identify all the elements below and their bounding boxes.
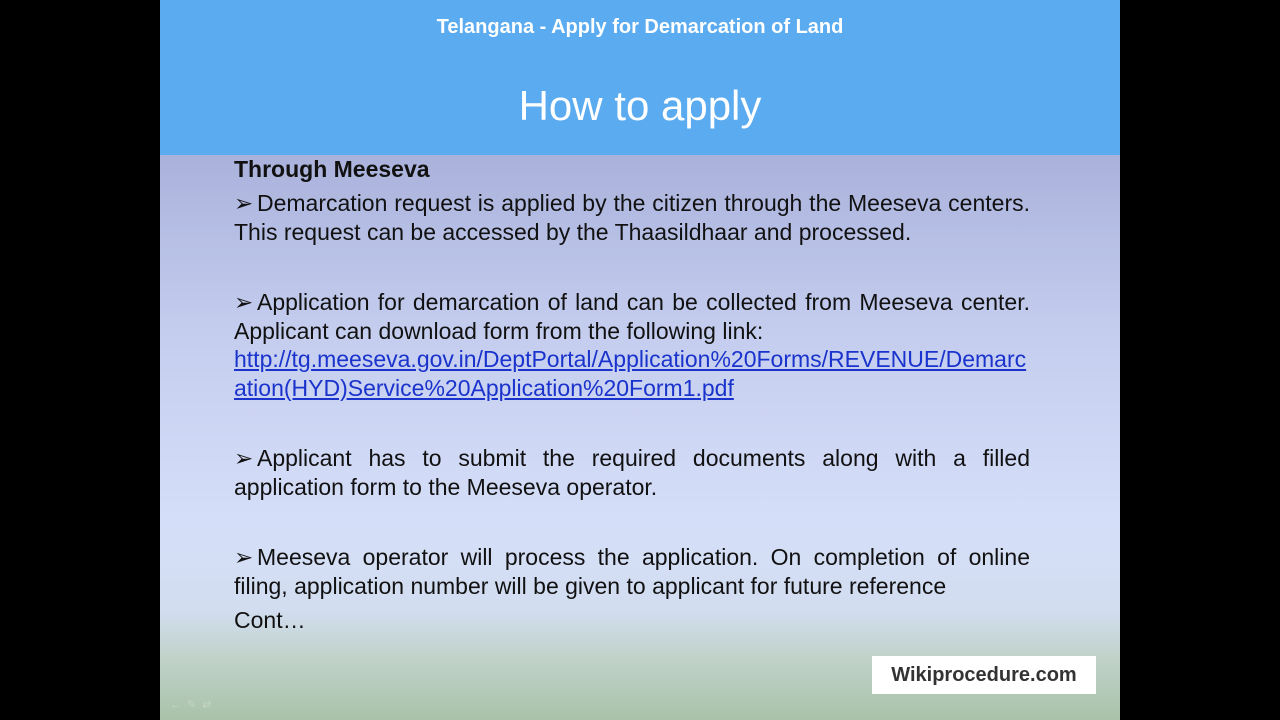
download-form-link[interactable]: http://tg.meeseva.gov.in/DeptPortal/Application%20Forms/REVENUE/Demarcation(HYD)Service%20Application%20Form1.pdf xyxy=(234,346,1027,401)
bullet-text-3: Applicant has to submit the required documents along with a filled application form to the Meeseva operator. xyxy=(234,445,1030,500)
download-link-line xyxy=(234,345,1030,402)
arrow-bullet-icon: ➢ xyxy=(234,445,254,471)
arrow-bullet-icon: ➢ xyxy=(234,190,254,216)
arrow-bullet-icon: ➢ xyxy=(234,289,254,315)
switch-icon[interactable]: ⇄ xyxy=(202,699,218,711)
slide-content xyxy=(234,155,1030,634)
continued-text: Cont… xyxy=(234,607,306,633)
previous-arrow-icon[interactable]: ← xyxy=(170,699,187,711)
main-title: How to apply xyxy=(518,82,762,129)
arrow-bullet-icon: ➢ xyxy=(234,544,254,570)
bullet-item-2 xyxy=(234,288,1030,345)
bullet-text-2: Application for demarcation of land can be collected from Meeseva center. Applicant can download form from the following link: xyxy=(234,289,1030,344)
slide-header xyxy=(160,0,1120,155)
bullet-item-3 xyxy=(234,444,1030,501)
pen-icon[interactable]: ✎ xyxy=(187,699,203,711)
bullet-item-1 xyxy=(234,189,1030,246)
bullet-text-4: Meeseva operator will process the application. On completion of online filing, application number will be given to applicant for future reference xyxy=(234,544,1030,599)
bullet-text-1: Demarcation request is applied by the citizen through the Meeseva centers. This request can be accessed by the Thaasildhaar and processed. xyxy=(234,190,1030,245)
slide-controls xyxy=(170,698,217,711)
section-heading: Through Meeseva xyxy=(234,156,430,182)
slide xyxy=(160,0,1120,720)
bullet-item-4 xyxy=(234,543,1030,600)
top-title: Telangana - Apply for Demarcation of Land xyxy=(436,16,844,38)
watermark-badge: Wikiprocedure.com xyxy=(872,656,1096,694)
